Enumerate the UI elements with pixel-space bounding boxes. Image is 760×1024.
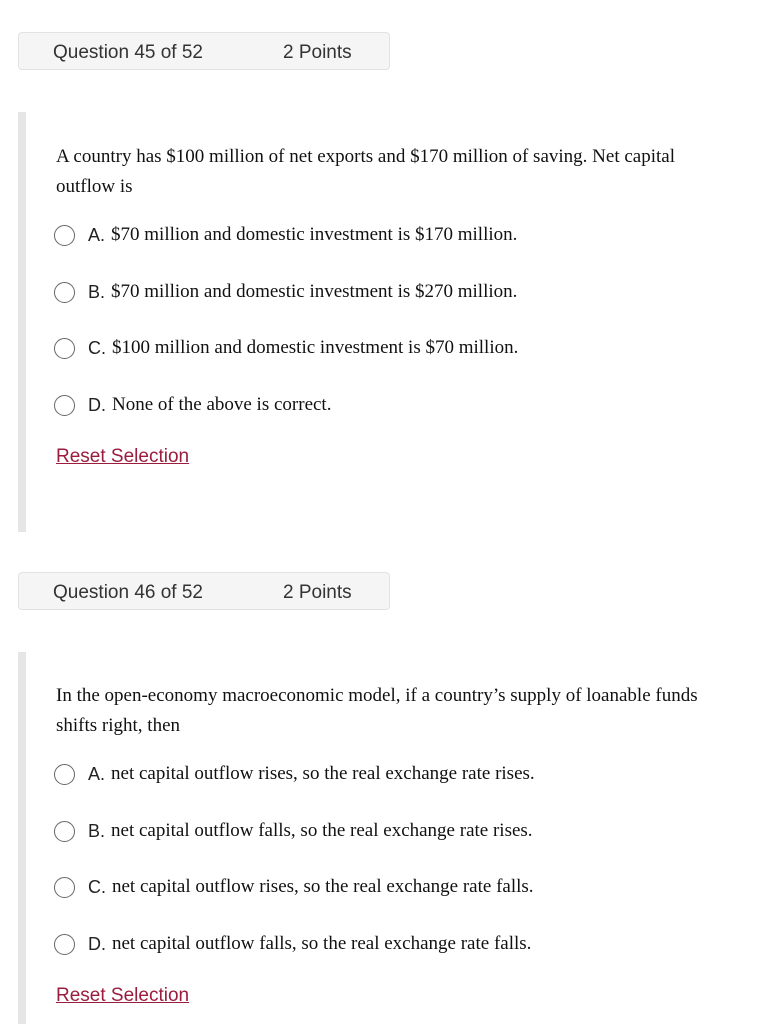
radio-button-icon[interactable] (54, 395, 75, 416)
question-number: Question 46 of 52 (53, 582, 203, 603)
option-letter: B. (88, 820, 106, 841)
option-text: None of the above is correct. (112, 394, 332, 415)
question-header (18, 32, 390, 70)
question-points: 2 Points (283, 582, 352, 603)
question-header (18, 572, 390, 610)
option-letter: D. (88, 933, 106, 954)
answer-option-c[interactable] (54, 873, 534, 901)
radio-button-icon[interactable] (54, 225, 75, 246)
option-letter: D. (88, 394, 106, 415)
question-stem: A country has $100 million of net exports and $170 million of saving. Net capital outflow is (56, 146, 675, 197)
question-side-bar (18, 112, 26, 532)
answer-option-d[interactable] (54, 930, 531, 958)
radio-button-icon[interactable] (54, 821, 75, 842)
question-panel (18, 652, 748, 1024)
answer-option-a[interactable] (54, 221, 517, 249)
option-letter: A. (88, 224, 106, 245)
option-letter: C. (88, 337, 106, 358)
question-stem: In the open-economy macroeconomic model, if a country’s supply of loanable funds shifts right, then (56, 685, 698, 736)
question-panel (18, 112, 748, 532)
option-letter: A. (88, 763, 106, 784)
option-letter: B. (88, 281, 106, 302)
option-text: net capital outflow rises, so the real exchange rate falls. (112, 876, 534, 897)
option-letter: C. (88, 876, 106, 897)
option-text: net capital outflow rises, so the real exchange rate rises. (111, 763, 535, 784)
radio-button-icon[interactable] (54, 764, 75, 785)
answer-option-b[interactable] (54, 278, 517, 306)
radio-button-icon[interactable] (54, 282, 75, 303)
option-text: $70 million and domestic investment is $170 million. (111, 224, 518, 245)
radio-button-icon[interactable] (54, 338, 75, 359)
radio-button-icon[interactable] (54, 877, 75, 898)
radio-button-icon[interactable] (54, 934, 75, 955)
question-points: 2 Points (283, 42, 352, 63)
option-text: net capital outflow falls, so the real exchange rate rises. (111, 820, 533, 841)
answer-option-b[interactable] (54, 817, 533, 845)
answer-option-c[interactable] (54, 334, 518, 362)
answer-option-d[interactable] (54, 391, 331, 419)
option-text: $100 million and domestic investment is $70 million. (112, 337, 519, 358)
reset-selection-link[interactable]: Reset Selection (56, 446, 190, 467)
option-text: $70 million and domestic investment is $270 million. (111, 281, 518, 302)
option-text: net capital outflow falls, so the real exchange rate falls. (112, 933, 532, 954)
reset-selection-link[interactable]: Reset Selection (56, 985, 190, 1006)
question-number: Question 45 of 52 (53, 42, 203, 63)
answer-option-a[interactable] (54, 760, 535, 788)
question-side-bar (18, 652, 26, 1024)
